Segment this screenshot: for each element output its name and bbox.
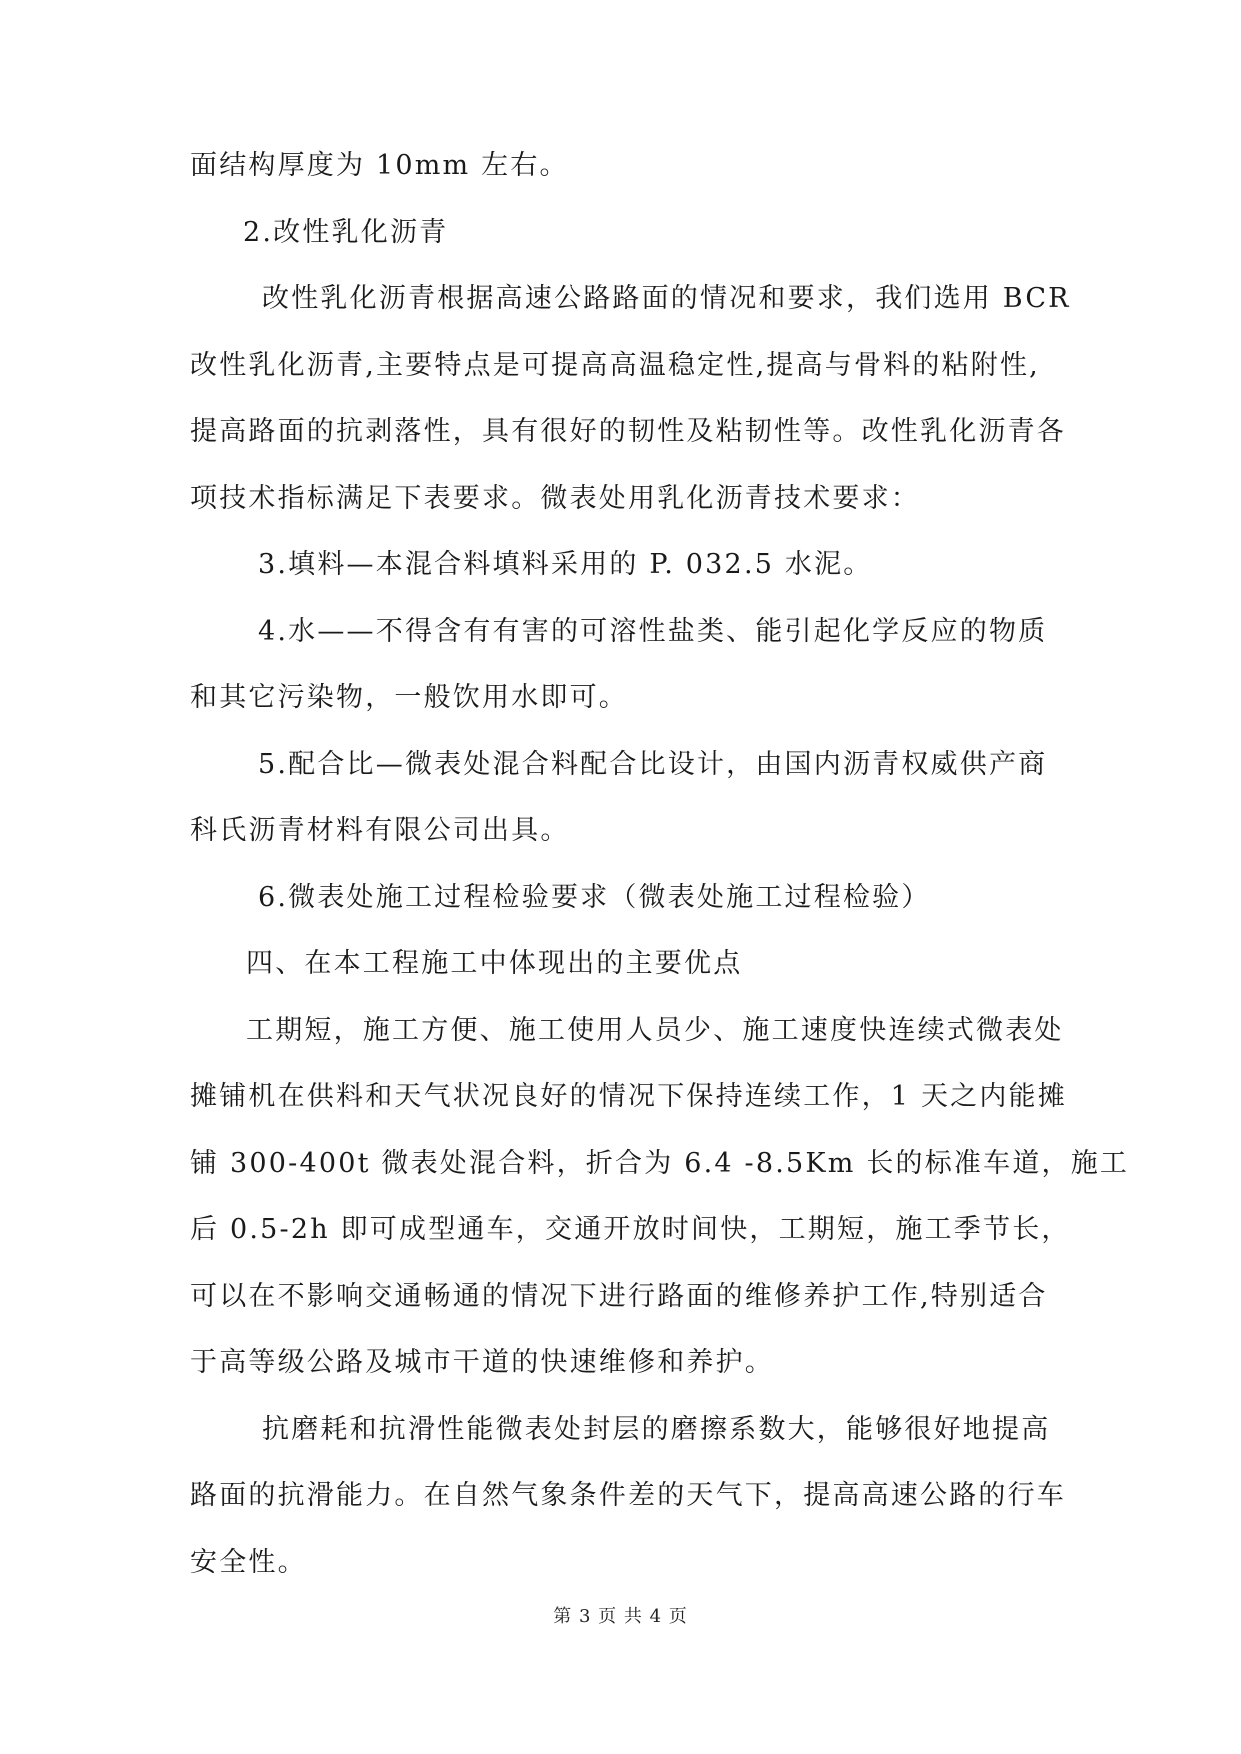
- text-line: 项技术指标满足下表要求。微表处用乳化沥青技术要求：: [190, 483, 920, 514]
- text-line: 面结构厚度为 10mm 左右。: [190, 150, 569, 181]
- text-line: 摊铺机在供料和天气状况良好的情况下保持连续工作，1 天之内能摊: [190, 1081, 1067, 1112]
- text-line: 安全性。: [190, 1547, 307, 1578]
- text-line: 于高等级公路及城市干道的快速维修和养护。: [190, 1347, 774, 1378]
- page-footer: 第 3 页 共 4 页: [553, 1606, 688, 1627]
- text-line: 改性乳化沥青根据高速公路路面的情况和要求，我们选用 BCR: [262, 283, 1071, 314]
- text-line: 可以在不影响交通畅通的情况下进行路面的维修养护工作,特别适合: [190, 1281, 1048, 1312]
- text-line: 3.填料—本混合料填料采用的 P. 032.5 水泥。: [258, 549, 873, 580]
- text-line: 后 0.5-2h 即可成型通车，交通开放时间快，工期短，施工季节长，: [190, 1214, 1071, 1245]
- text-line: 5.配合比—微表处混合料配合比设计，由国内沥青权威供产商: [258, 749, 1048, 780]
- text-line: 抗磨耗和抗滑性能微表处封层的磨擦系数大，能够很好地提高: [262, 1414, 1051, 1445]
- text-line: 工期短，施工方便、施工使用人员少、施工速度快连续式微表处: [246, 1015, 1064, 1046]
- section-heading: 四、在本工程施工中体现出的主要优点: [246, 948, 743, 979]
- text-line: 4.水——不得含有有害的可溶性盐类、能引起化学反应的物质: [258, 616, 1048, 647]
- text-line: 改性乳化沥青,主要特点是可提高高温稳定性,提高与骨料的粘附性,: [190, 350, 1040, 381]
- text-line: 提高路面的抗剥落性，具有很好的韧性及粘韧性等。改性乳化沥青各: [190, 416, 1066, 447]
- text-line: 和其它污染物，一般饮用水即可。: [190, 682, 628, 713]
- text-line: 科氏沥青材料有限公司出具。: [190, 815, 570, 846]
- section-heading: 2.改性乳化沥青: [243, 217, 449, 248]
- text-line: 铺 300-400t 微表处混合料，折合为 6.4 -8.5Km 长的标准车道，施工: [190, 1148, 1130, 1179]
- text-line: 路面的抗滑能力。在自然气象条件差的天气下，提高高速公路的行车: [190, 1480, 1066, 1511]
- text-line: 6.微表处施工过程检验要求（微表处施工过程检验）: [258, 882, 931, 913]
